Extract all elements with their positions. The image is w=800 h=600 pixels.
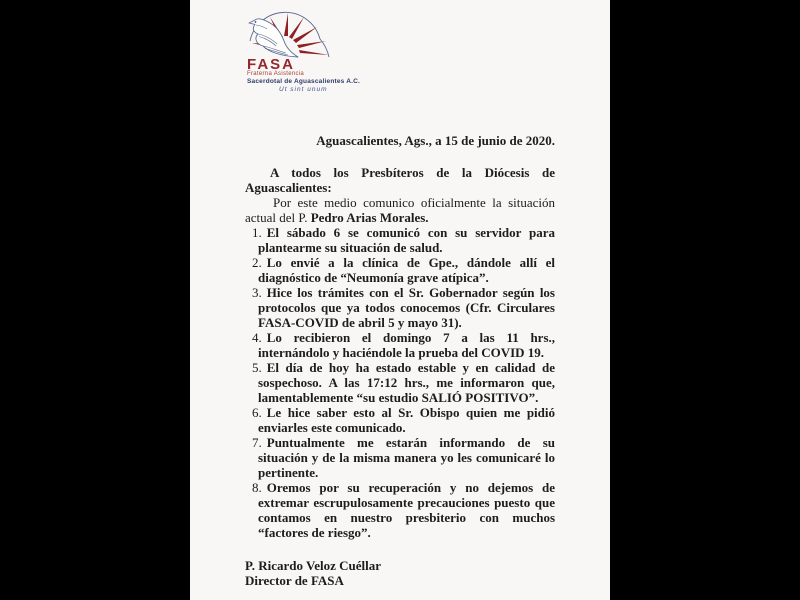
intro-paragraph bbox=[245, 195, 555, 225]
item-text: El sábado 6 se comunicó con su servidor para plantearme su situación de salud. bbox=[258, 225, 555, 255]
list-item bbox=[252, 405, 555, 435]
logo-org-line1: Fraterna Asistencia bbox=[247, 71, 305, 77]
list-item bbox=[252, 330, 555, 360]
list-item bbox=[252, 285, 555, 330]
item-number: 7. bbox=[252, 435, 262, 450]
item-number: 8. bbox=[252, 480, 262, 495]
item-number: 2. bbox=[252, 255, 262, 270]
item-number: 4. bbox=[252, 330, 262, 345]
fasa-dove-logo-icon bbox=[246, 11, 332, 61]
list-item bbox=[252, 480, 555, 540]
list-item bbox=[252, 435, 555, 480]
item-text: Lo envié a la clínica de Gpe., dándole allí el diagnóstico de “Neumonía grave atípica”. bbox=[258, 255, 555, 285]
signature-block bbox=[245, 558, 555, 588]
date-line: Aguascalientes, Ags., a 15 de junio de 2020. bbox=[316, 133, 555, 148]
item-number: 5. bbox=[252, 360, 262, 375]
item-text: Hice los trámites con el Sr. Gobernador según los protocolos que ya todos conocemos (Cfr. Circulares FASA-COVID de abril 5 y mayo 31). bbox=[258, 285, 555, 330]
item-text: Puntualmente me estarán informando de su situación y de la misma manera yo les comunicaré lo pertinente. bbox=[258, 435, 555, 480]
list-item bbox=[252, 225, 555, 255]
logo-motto: Ut sint unum bbox=[279, 86, 328, 93]
item-text: Lo recibieron el domingo 7 a las 11 hrs., internándolo y haciéndole la prueba del COVID 19. bbox=[258, 330, 555, 360]
list-item bbox=[252, 255, 555, 285]
item-text: El día de hoy ha estado estable y en calidad de sospechoso. A las 17:12 hrs., me informaron que, lamentablemente “su estudio SALIÓ POSITIVO”. bbox=[258, 360, 555, 405]
letter-page bbox=[190, 0, 610, 600]
item-text: Oremos por su recuperación y no dejemos de extremar escrupulosamente precauciones puesto que contamos en nuestro presbiterio con muchos “factores de riesgo”. bbox=[258, 480, 555, 540]
salutation: A todos los Presbíteros de la Diócesis de Aguascalientes: bbox=[245, 165, 555, 195]
logo-acronym: FASA bbox=[247, 56, 296, 73]
intro-text: Por este medio comunico oficialmente la situación actual del P. bbox=[245, 195, 555, 225]
item-text: Le hice saber esto al Sr. Obispo quien me pidió enviarles este comunicado. bbox=[258, 405, 555, 435]
item-number: 6. bbox=[252, 405, 262, 420]
list-item bbox=[252, 360, 555, 405]
logo-org-line2: Sacerdotal de Aguascalientes A.C. bbox=[247, 78, 361, 85]
fasa-letterhead bbox=[245, 0, 555, 133]
signature-name: P. Ricardo Veloz Cuéllar bbox=[245, 558, 382, 573]
subject-priest-name: Pedro Arias Morales. bbox=[310, 210, 429, 225]
item-number: 1. bbox=[252, 225, 262, 240]
signature-title: Director de FASA bbox=[245, 573, 344, 588]
item-number: 3. bbox=[252, 285, 262, 300]
numbered-list bbox=[252, 225, 555, 540]
